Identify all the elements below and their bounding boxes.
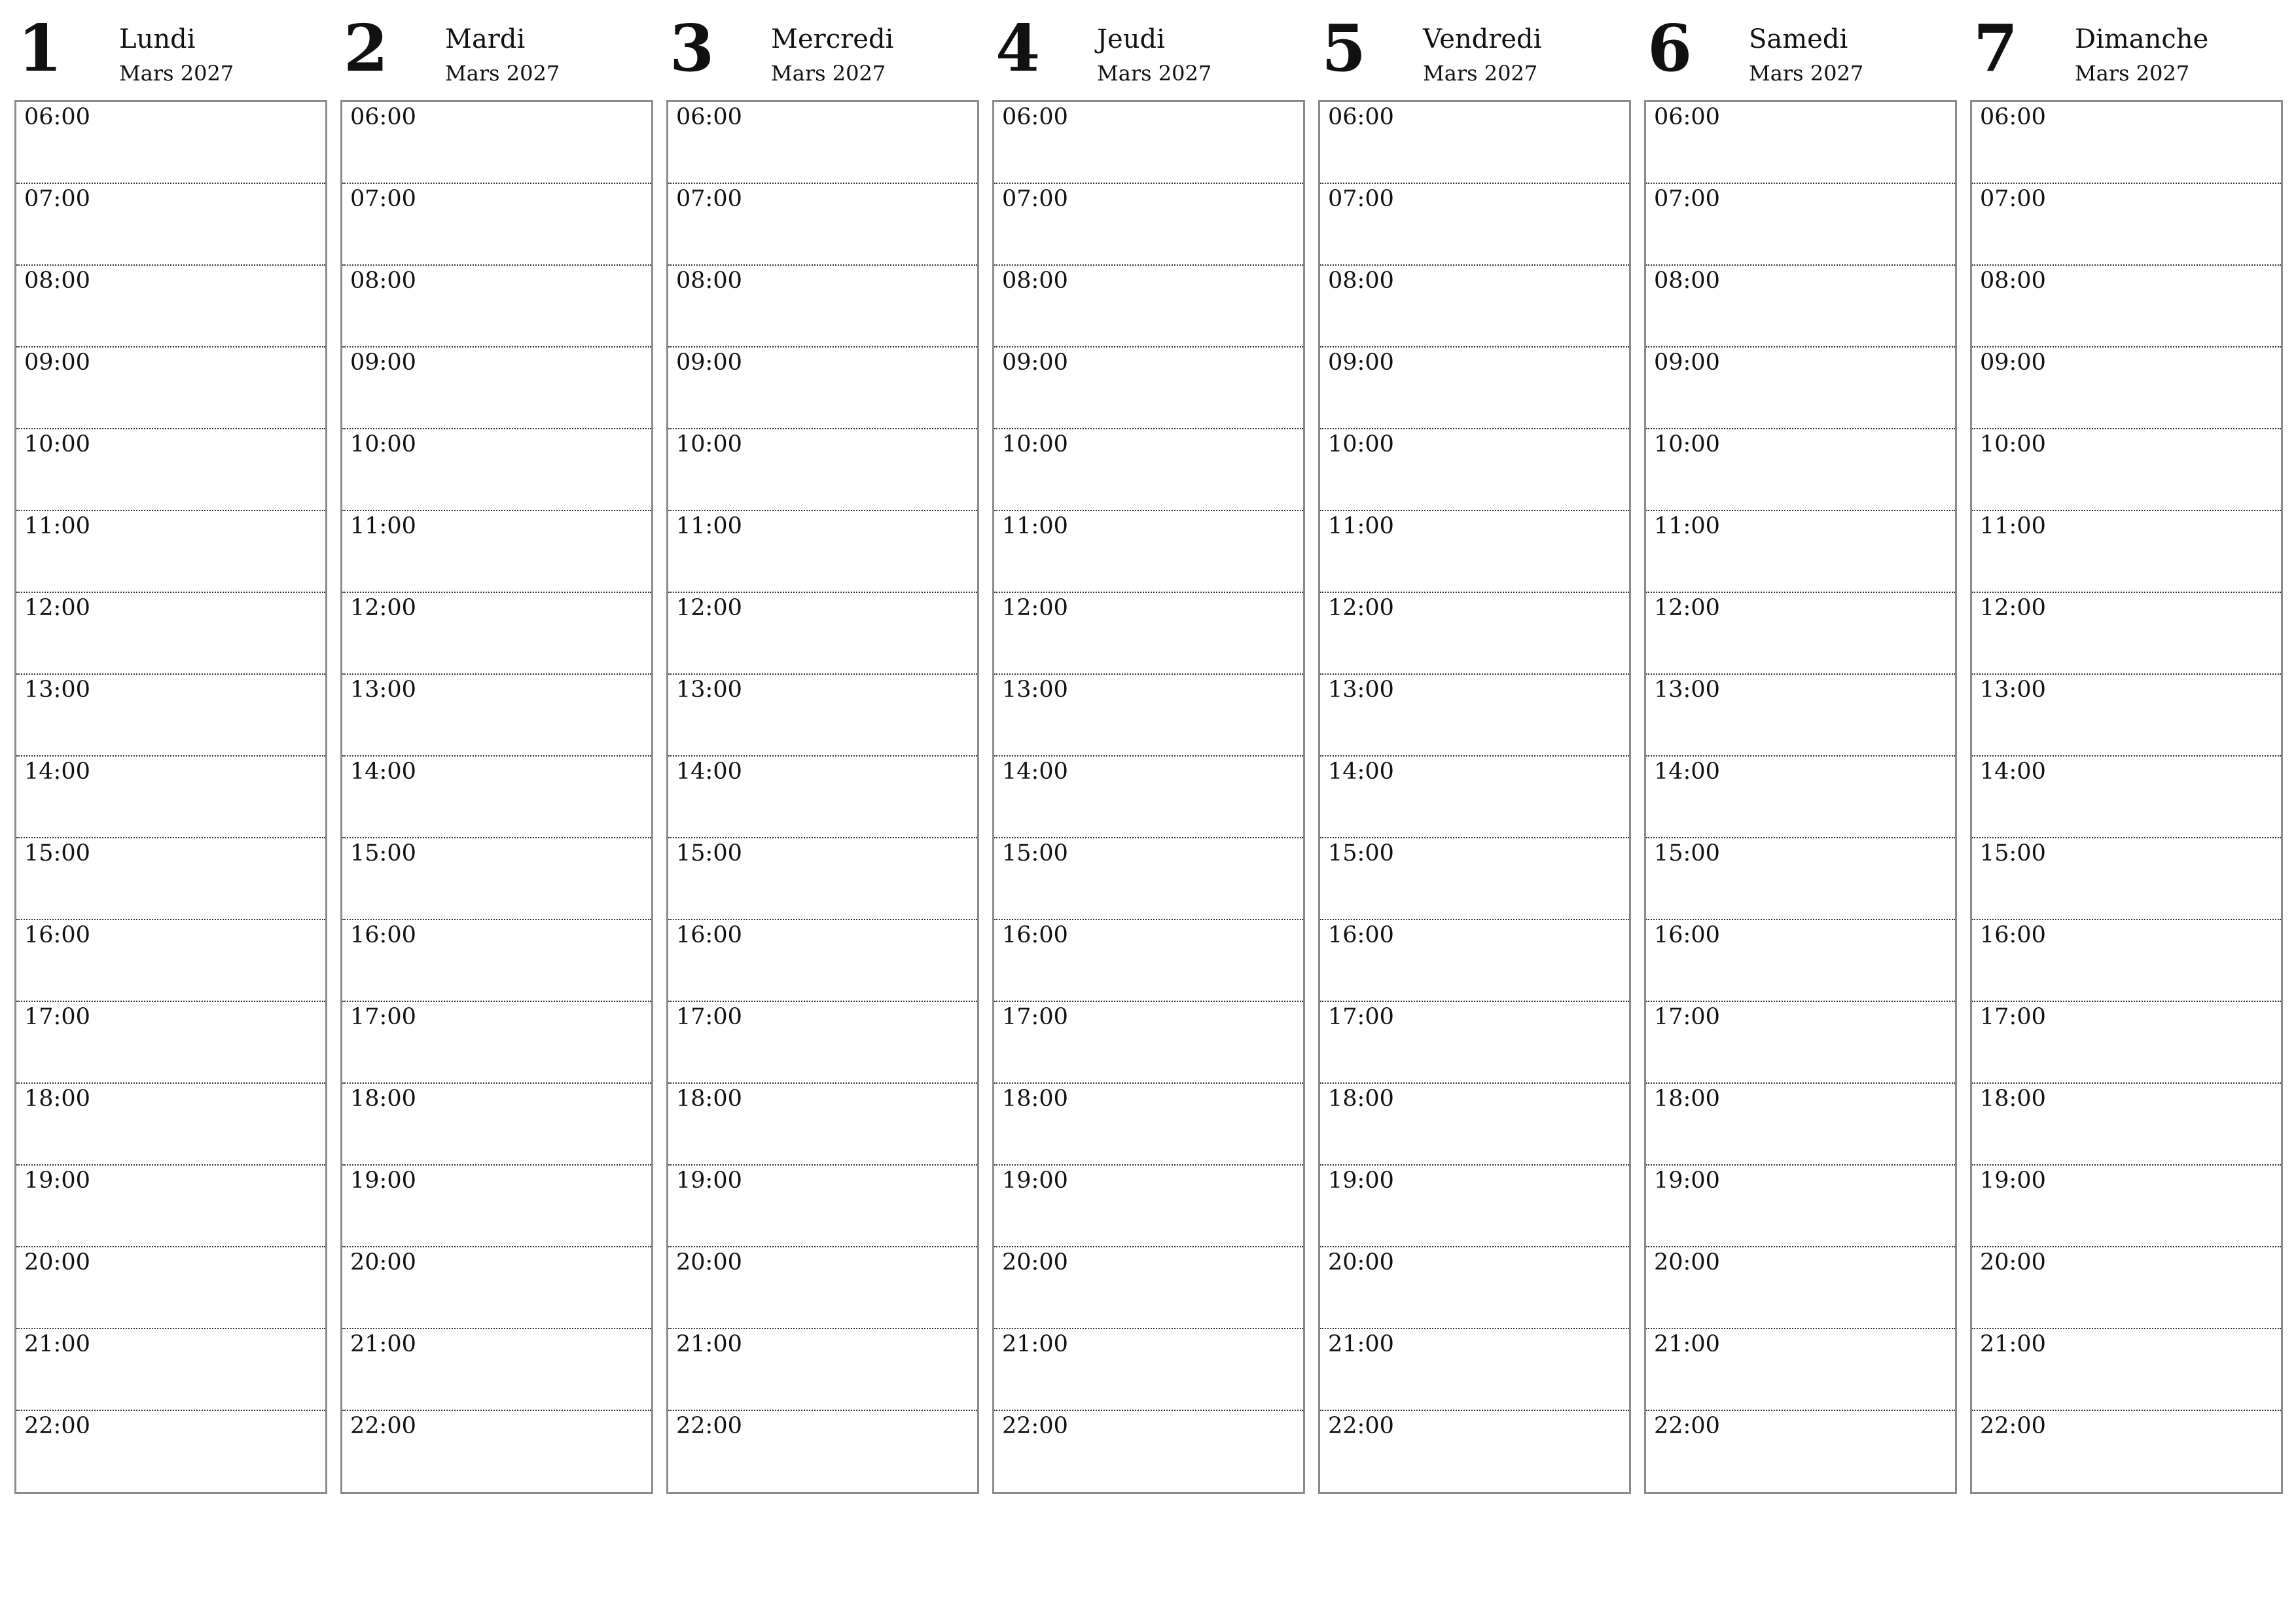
time-slot[interactable] <box>1320 1084 1629 1166</box>
time-label: 09:00 <box>676 349 742 376</box>
time-label: 14:00 <box>1002 758 1068 785</box>
time-slot[interactable] <box>668 1002 977 1084</box>
time-label: 07:00 <box>1980 186 2046 212</box>
time-label: 08:00 <box>1328 268 1394 294</box>
time-slot[interactable] <box>1320 429 1629 511</box>
time-slot[interactable] <box>668 675 977 757</box>
time-slot[interactable] <box>16 102 325 184</box>
time-label: 12:00 <box>1654 595 1720 621</box>
time-label: 16:00 <box>1654 922 1720 948</box>
time-label: 06:00 <box>350 104 416 130</box>
time-label: 10:00 <box>24 431 90 457</box>
time-slot[interactable] <box>668 757 977 838</box>
time-slot[interactable] <box>1972 184 2281 266</box>
time-label: 17:00 <box>24 1004 90 1030</box>
time-slot[interactable] <box>994 675 1303 757</box>
time-slot[interactable] <box>342 102 651 184</box>
time-slot[interactable] <box>1972 1002 2281 1084</box>
time-label: 12:00 <box>1328 595 1394 621</box>
time-label: 21:00 <box>1980 1331 2046 1357</box>
time-slot[interactable] <box>1320 1329 1629 1411</box>
time-label: 16:00 <box>1002 922 1068 948</box>
time-label: 06:00 <box>1654 104 1720 130</box>
time-slot[interactable] <box>342 757 651 838</box>
time-slot[interactable] <box>994 1411 1303 1492</box>
time-label: 08:00 <box>24 268 90 294</box>
time-label: 15:00 <box>1328 840 1394 866</box>
day-column <box>992 11 1305 1494</box>
time-label: 19:00 <box>1328 1168 1394 1194</box>
time-slot[interactable] <box>994 1002 1303 1084</box>
time-label: 17:00 <box>1002 1004 1068 1030</box>
time-label: 14:00 <box>1654 758 1720 785</box>
time-slot[interactable] <box>994 920 1303 1002</box>
time-label: 16:00 <box>350 922 416 948</box>
time-slot[interactable] <box>994 102 1303 184</box>
time-slot[interactable] <box>994 184 1303 266</box>
time-slot[interactable] <box>342 511 651 593</box>
time-slot[interactable] <box>994 757 1303 838</box>
time-slot[interactable] <box>994 511 1303 593</box>
time-label: 11:00 <box>24 513 90 539</box>
time-slot[interactable] <box>16 429 325 511</box>
time-slot[interactable] <box>994 1247 1303 1329</box>
time-label: 20:00 <box>350 1249 416 1275</box>
day-month: Mars 2027 <box>1749 61 1864 86</box>
time-slot[interactable] <box>342 838 651 920</box>
time-slot[interactable] <box>16 1084 325 1166</box>
time-slot[interactable] <box>1646 1084 1955 1166</box>
day-name: Samedi <box>1749 24 1848 54</box>
time-label: 22:00 <box>1002 1413 1068 1439</box>
day-schedule-box <box>1970 100 2283 1494</box>
day-header <box>14 11 327 100</box>
day-name: Dimanche <box>2075 24 2209 54</box>
time-label: 14:00 <box>24 758 90 785</box>
time-slot[interactable] <box>342 266 651 348</box>
time-slot[interactable] <box>1320 184 1629 266</box>
time-label: 15:00 <box>1980 840 2046 866</box>
day-number: 6 <box>1647 11 1693 86</box>
time-slot[interactable] <box>342 184 651 266</box>
time-label: 21:00 <box>350 1331 416 1357</box>
time-slot[interactable] <box>1972 1411 2281 1492</box>
time-slot[interactable] <box>994 429 1303 511</box>
time-slot[interactable] <box>342 1411 651 1492</box>
time-label: 17:00 <box>676 1004 742 1030</box>
time-slot[interactable] <box>1972 838 2281 920</box>
time-slot[interactable] <box>342 1084 651 1166</box>
time-slot[interactable] <box>1320 1411 1629 1492</box>
time-slot[interactable] <box>16 266 325 348</box>
time-label: 09:00 <box>1328 349 1394 376</box>
day-month: Mars 2027 <box>1097 61 1212 86</box>
weekly-planner <box>14 11 2283 1494</box>
time-label: 19:00 <box>1980 1168 2046 1194</box>
day-column <box>340 11 653 1494</box>
time-label: 11:00 <box>1002 513 1068 539</box>
day-column <box>1318 11 1631 1494</box>
time-label: 22:00 <box>1328 1413 1394 1439</box>
time-label: 11:00 <box>1328 513 1394 539</box>
day-schedule-box <box>1644 100 1957 1494</box>
day-month: Mars 2027 <box>445 61 560 86</box>
time-slot[interactable] <box>668 1247 977 1329</box>
time-label: 11:00 <box>1980 513 2046 539</box>
time-slot[interactable] <box>1972 511 2281 593</box>
day-name: Mercredi <box>771 24 894 54</box>
day-number: 7 <box>1973 11 2018 86</box>
day-number: 1 <box>18 11 63 86</box>
time-slot[interactable] <box>994 1329 1303 1411</box>
time-label: 12:00 <box>1002 595 1068 621</box>
time-slot[interactable] <box>1972 1247 2281 1329</box>
time-slot[interactable] <box>1646 429 1955 511</box>
day-name: Vendredi <box>1423 24 1542 54</box>
time-slot[interactable] <box>668 429 977 511</box>
time-label: 21:00 <box>24 1331 90 1357</box>
time-label: 20:00 <box>1654 1249 1720 1275</box>
time-slot[interactable] <box>1646 1329 1955 1411</box>
time-slot[interactable] <box>16 348 325 429</box>
time-label: 18:00 <box>24 1086 90 1112</box>
time-label: 20:00 <box>24 1249 90 1275</box>
time-label: 19:00 <box>676 1168 742 1194</box>
day-month: Mars 2027 <box>771 61 886 86</box>
time-slot[interactable] <box>1646 838 1955 920</box>
time-label: 09:00 <box>1002 349 1068 376</box>
time-slot[interactable] <box>1646 1411 1955 1492</box>
time-label: 13:00 <box>24 677 90 703</box>
time-label: 17:00 <box>1328 1004 1394 1030</box>
time-slot[interactable] <box>1320 1166 1629 1247</box>
time-slot[interactable] <box>16 838 325 920</box>
time-label: 18:00 <box>1654 1086 1720 1112</box>
time-label: 18:00 <box>1980 1086 2046 1112</box>
time-label: 07:00 <box>1002 186 1068 212</box>
time-label: 13:00 <box>1002 677 1068 703</box>
time-slot[interactable] <box>1972 102 2281 184</box>
time-label: 06:00 <box>1328 104 1394 130</box>
time-slot[interactable] <box>16 1329 325 1411</box>
time-label: 17:00 <box>350 1004 416 1030</box>
time-slot[interactable] <box>994 1084 1303 1166</box>
time-label: 11:00 <box>350 513 416 539</box>
time-slot[interactable] <box>668 1411 977 1492</box>
time-label: 06:00 <box>24 104 90 130</box>
day-schedule-box <box>14 100 327 1494</box>
time-slot[interactable] <box>1646 1166 1955 1247</box>
day-number: 5 <box>1321 11 1367 86</box>
day-header <box>666 11 979 100</box>
time-label: 08:00 <box>676 268 742 294</box>
time-label: 20:00 <box>1002 1249 1068 1275</box>
time-label: 07:00 <box>350 186 416 212</box>
time-slot[interactable] <box>342 348 651 429</box>
day-month: Mars 2027 <box>1423 61 1538 86</box>
time-label: 10:00 <box>676 431 742 457</box>
time-slot[interactable] <box>1646 757 1955 838</box>
time-label: 18:00 <box>350 1086 416 1112</box>
time-slot[interactable] <box>1972 266 2281 348</box>
time-label: 12:00 <box>676 595 742 621</box>
time-slot[interactable] <box>342 593 651 675</box>
time-label: 08:00 <box>1980 268 2046 294</box>
time-label: 18:00 <box>1002 1086 1068 1112</box>
time-label: 10:00 <box>1002 431 1068 457</box>
time-slot[interactable] <box>668 184 977 266</box>
day-schedule-box <box>992 100 1305 1494</box>
time-label: 07:00 <box>1328 186 1394 212</box>
day-name: Jeudi <box>1097 24 1165 54</box>
time-label: 16:00 <box>1328 922 1394 948</box>
time-label: 22:00 <box>350 1413 416 1439</box>
time-slot[interactable] <box>668 511 977 593</box>
time-label: 10:00 <box>1328 431 1394 457</box>
time-label: 20:00 <box>1328 1249 1394 1275</box>
time-label: 19:00 <box>1654 1168 1720 1194</box>
time-slot[interactable] <box>342 1002 651 1084</box>
time-slot[interactable] <box>342 920 651 1002</box>
day-schedule-box <box>666 100 979 1494</box>
time-slot[interactable] <box>16 920 325 1002</box>
time-label: 15:00 <box>676 840 742 866</box>
time-label: 17:00 <box>1980 1004 2046 1030</box>
day-column <box>666 11 979 1494</box>
time-label: 12:00 <box>24 595 90 621</box>
day-month: Mars 2027 <box>2075 61 2190 86</box>
time-label: 09:00 <box>350 349 416 376</box>
time-slot[interactable] <box>1320 348 1629 429</box>
day-header <box>1970 11 2283 100</box>
time-slot[interactable] <box>1320 675 1629 757</box>
time-slot[interactable] <box>1646 675 1955 757</box>
time-label: 08:00 <box>1002 268 1068 294</box>
time-slot[interactable] <box>342 1166 651 1247</box>
time-label: 10:00 <box>350 431 416 457</box>
time-label: 09:00 <box>24 349 90 376</box>
day-column <box>1644 11 1957 1494</box>
day-column <box>14 11 327 1494</box>
time-label: 16:00 <box>1980 922 2046 948</box>
day-number: 4 <box>996 11 1041 86</box>
time-label: 10:00 <box>1654 431 1720 457</box>
time-label: 12:00 <box>1980 595 2046 621</box>
time-slot[interactable] <box>994 348 1303 429</box>
time-label: 06:00 <box>1002 104 1068 130</box>
time-label: 06:00 <box>676 104 742 130</box>
time-label: 22:00 <box>24 1413 90 1439</box>
time-label: 21:00 <box>1654 1331 1720 1357</box>
time-label: 14:00 <box>676 758 742 785</box>
time-slot[interactable] <box>342 675 651 757</box>
time-label: 21:00 <box>1328 1331 1394 1357</box>
time-label: 20:00 <box>1980 1249 2046 1275</box>
day-month: Mars 2027 <box>119 61 234 86</box>
time-slot[interactable] <box>668 1329 977 1411</box>
time-label: 15:00 <box>350 840 416 866</box>
time-label: 15:00 <box>1002 840 1068 866</box>
time-label: 12:00 <box>350 595 416 621</box>
time-label: 21:00 <box>1002 1331 1068 1357</box>
time-label: 16:00 <box>24 922 90 948</box>
time-label: 06:00 <box>1980 104 2046 130</box>
time-slot[interactable] <box>1320 266 1629 348</box>
time-slot[interactable] <box>1320 1002 1629 1084</box>
time-label: 14:00 <box>350 758 416 785</box>
time-label: 22:00 <box>1654 1413 1720 1439</box>
time-slot[interactable] <box>1972 1084 2281 1166</box>
time-label: 11:00 <box>1654 513 1720 539</box>
time-slot[interactable] <box>1646 1247 1955 1329</box>
time-slot[interactable] <box>994 593 1303 675</box>
time-slot[interactable] <box>1646 348 1955 429</box>
time-label: 07:00 <box>24 186 90 212</box>
time-slot[interactable] <box>994 266 1303 348</box>
time-slot[interactable] <box>16 184 325 266</box>
time-slot[interactable] <box>1972 1329 2281 1411</box>
day-header <box>340 11 653 100</box>
time-label: 13:00 <box>1654 677 1720 703</box>
day-number: 2 <box>344 11 389 86</box>
time-label: 13:00 <box>676 677 742 703</box>
time-slot[interactable] <box>1646 102 1955 184</box>
time-label: 08:00 <box>350 268 416 294</box>
time-slot[interactable] <box>1320 593 1629 675</box>
time-label: 18:00 <box>1328 1086 1394 1112</box>
time-slot[interactable] <box>994 1166 1303 1247</box>
time-label: 09:00 <box>1980 349 2046 376</box>
time-label: 19:00 <box>350 1168 416 1194</box>
day-column <box>1970 11 2283 1494</box>
time-slot[interactable] <box>342 1247 651 1329</box>
time-label: 09:00 <box>1654 349 1720 376</box>
time-slot[interactable] <box>1320 102 1629 184</box>
time-slot[interactable] <box>1320 757 1629 838</box>
time-slot[interactable] <box>342 429 651 511</box>
time-label: 15:00 <box>24 840 90 866</box>
time-slot[interactable] <box>1646 511 1955 593</box>
time-label: 15:00 <box>1654 840 1720 866</box>
time-label: 20:00 <box>676 1249 742 1275</box>
time-slot[interactable] <box>668 838 977 920</box>
time-slot[interactable] <box>1972 593 2281 675</box>
time-slot[interactable] <box>668 266 977 348</box>
time-slot[interactable] <box>668 920 977 1002</box>
time-label: 14:00 <box>1980 758 2046 785</box>
time-label: 13:00 <box>350 677 416 703</box>
day-schedule-box <box>340 100 653 1494</box>
time-slot[interactable] <box>1646 1002 1955 1084</box>
time-label: 22:00 <box>676 1413 742 1439</box>
time-slot[interactable] <box>1646 266 1955 348</box>
time-slot[interactable] <box>1972 920 2281 1002</box>
time-label: 08:00 <box>1654 268 1720 294</box>
time-slot[interactable] <box>16 757 325 838</box>
time-slot[interactable] <box>1972 1166 2281 1247</box>
time-label: 21:00 <box>676 1331 742 1357</box>
time-slot[interactable] <box>16 1002 325 1084</box>
time-slot[interactable] <box>668 348 977 429</box>
day-name: Lundi <box>119 24 196 54</box>
time-label: 13:00 <box>1328 677 1394 703</box>
time-label: 11:00 <box>676 513 742 539</box>
time-label: 10:00 <box>1980 431 2046 457</box>
time-slot[interactable] <box>16 593 325 675</box>
time-slot[interactable] <box>1646 593 1955 675</box>
time-slot[interactable] <box>1646 184 1955 266</box>
time-slot[interactable] <box>16 1411 325 1492</box>
time-label: 19:00 <box>24 1168 90 1194</box>
time-slot[interactable] <box>342 1329 651 1411</box>
time-slot[interactable] <box>1972 348 2281 429</box>
time-slot[interactable] <box>16 1247 325 1329</box>
time-slot[interactable] <box>668 1166 977 1247</box>
time-label: 22:00 <box>1980 1413 2046 1439</box>
time-slot[interactable] <box>1320 1247 1629 1329</box>
time-slot[interactable] <box>1320 920 1629 1002</box>
time-slot[interactable] <box>1972 675 2281 757</box>
time-slot[interactable] <box>668 593 977 675</box>
day-schedule-box <box>1318 100 1631 1494</box>
day-header <box>992 11 1305 100</box>
time-label: 19:00 <box>1002 1168 1068 1194</box>
time-slot[interactable] <box>1972 757 2281 838</box>
time-label: 07:00 <box>676 186 742 212</box>
day-number: 3 <box>670 11 715 86</box>
time-label: 16:00 <box>676 922 742 948</box>
time-label: 17:00 <box>1654 1004 1720 1030</box>
time-slot[interactable] <box>16 511 325 593</box>
time-slot[interactable] <box>1320 838 1629 920</box>
time-label: 14:00 <box>1328 758 1394 785</box>
time-slot[interactable] <box>994 838 1303 920</box>
time-label: 07:00 <box>1654 186 1720 212</box>
time-label: 13:00 <box>1980 677 2046 703</box>
time-slot[interactable] <box>1646 920 1955 1002</box>
time-slot[interactable] <box>668 102 977 184</box>
day-name: Mardi <box>445 24 526 54</box>
time-label: 18:00 <box>676 1086 742 1112</box>
time-slot[interactable] <box>16 1166 325 1247</box>
time-slot[interactable] <box>16 675 325 757</box>
day-header <box>1644 11 1957 100</box>
time-slot[interactable] <box>668 1084 977 1166</box>
time-slot[interactable] <box>1320 511 1629 593</box>
time-slot[interactable] <box>1972 429 2281 511</box>
day-header <box>1318 11 1631 100</box>
